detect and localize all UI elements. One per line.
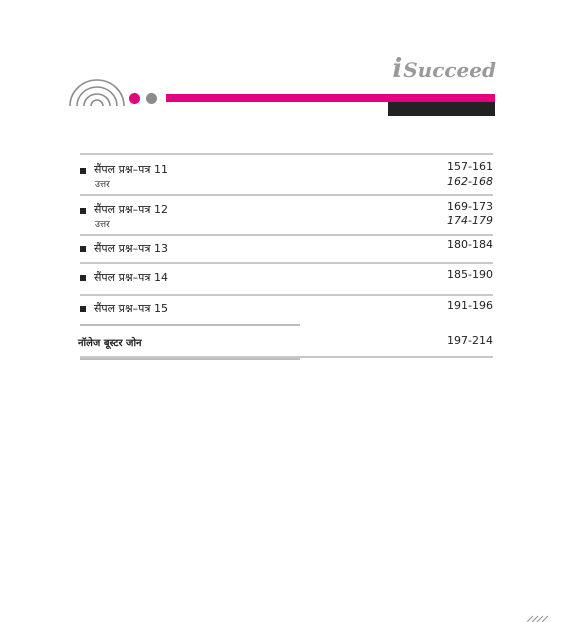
toc-entry-title: सैंपल प्रश्न–पत्र 12: [94, 203, 168, 216]
knowledge-booster-zone-title[interactable]: नॉलेज बूस्टर जोन: [78, 338, 142, 349]
toc-entry-13[interactable]: [80, 238, 493, 262]
toc-entry-15[interactable]: [80, 299, 493, 323]
toc-divider: [80, 234, 493, 236]
toc-entry-title: सैंपल प्रश्न–पत्र 15: [94, 302, 168, 315]
bullet-square-icon: [80, 168, 86, 174]
toc-entry-title: सैंपल प्रश्न–पत्र 11: [94, 163, 168, 176]
toc-entry-pages: 185-190: [447, 268, 493, 281]
toc-entry-12[interactable]: [80, 200, 493, 234]
toc-entry-answer-pages: 174-179: [447, 214, 493, 227]
toc-entry-pages: 180-184: [447, 238, 493, 251]
toc-divider: [80, 194, 493, 196]
bullet-square-icon: [80, 275, 86, 281]
toc-entry-answer-pages: 162-168: [447, 175, 493, 188]
toc-entry-pages: 157-161: [447, 160, 493, 173]
toc-entry-title: सैंपल प्रश्न–पत्र 13: [94, 242, 168, 255]
brand-i: i: [392, 54, 403, 84]
brand-name: Succeed: [403, 58, 496, 82]
toc-entry-answer-label: उत्तर: [95, 180, 110, 190]
bullet-square-icon: [80, 306, 86, 312]
corner-hatch-icon: [526, 614, 550, 622]
knowledge-booster-zone-pages: 197-214: [447, 334, 493, 347]
toc-entry-title: सैंपल प्रश्न–पत्र 14: [94, 271, 168, 284]
toc-divider: [80, 153, 493, 155]
toc-entry-11[interactable]: [80, 160, 493, 194]
toc-divider: [80, 294, 493, 296]
bullet-square-icon: [80, 208, 86, 214]
toc-entry-pages: 169-173: [447, 200, 493, 213]
toc-divider: [80, 262, 493, 264]
toc-divider: [80, 324, 300, 326]
bullet-square-icon: [80, 246, 86, 252]
toc-divider: [80, 358, 300, 360]
toc-entry-pages: 191-196: [447, 299, 493, 312]
toc-entry-14[interactable]: [80, 268, 493, 294]
toc-entry-answer-label: उत्तर: [95, 220, 110, 230]
